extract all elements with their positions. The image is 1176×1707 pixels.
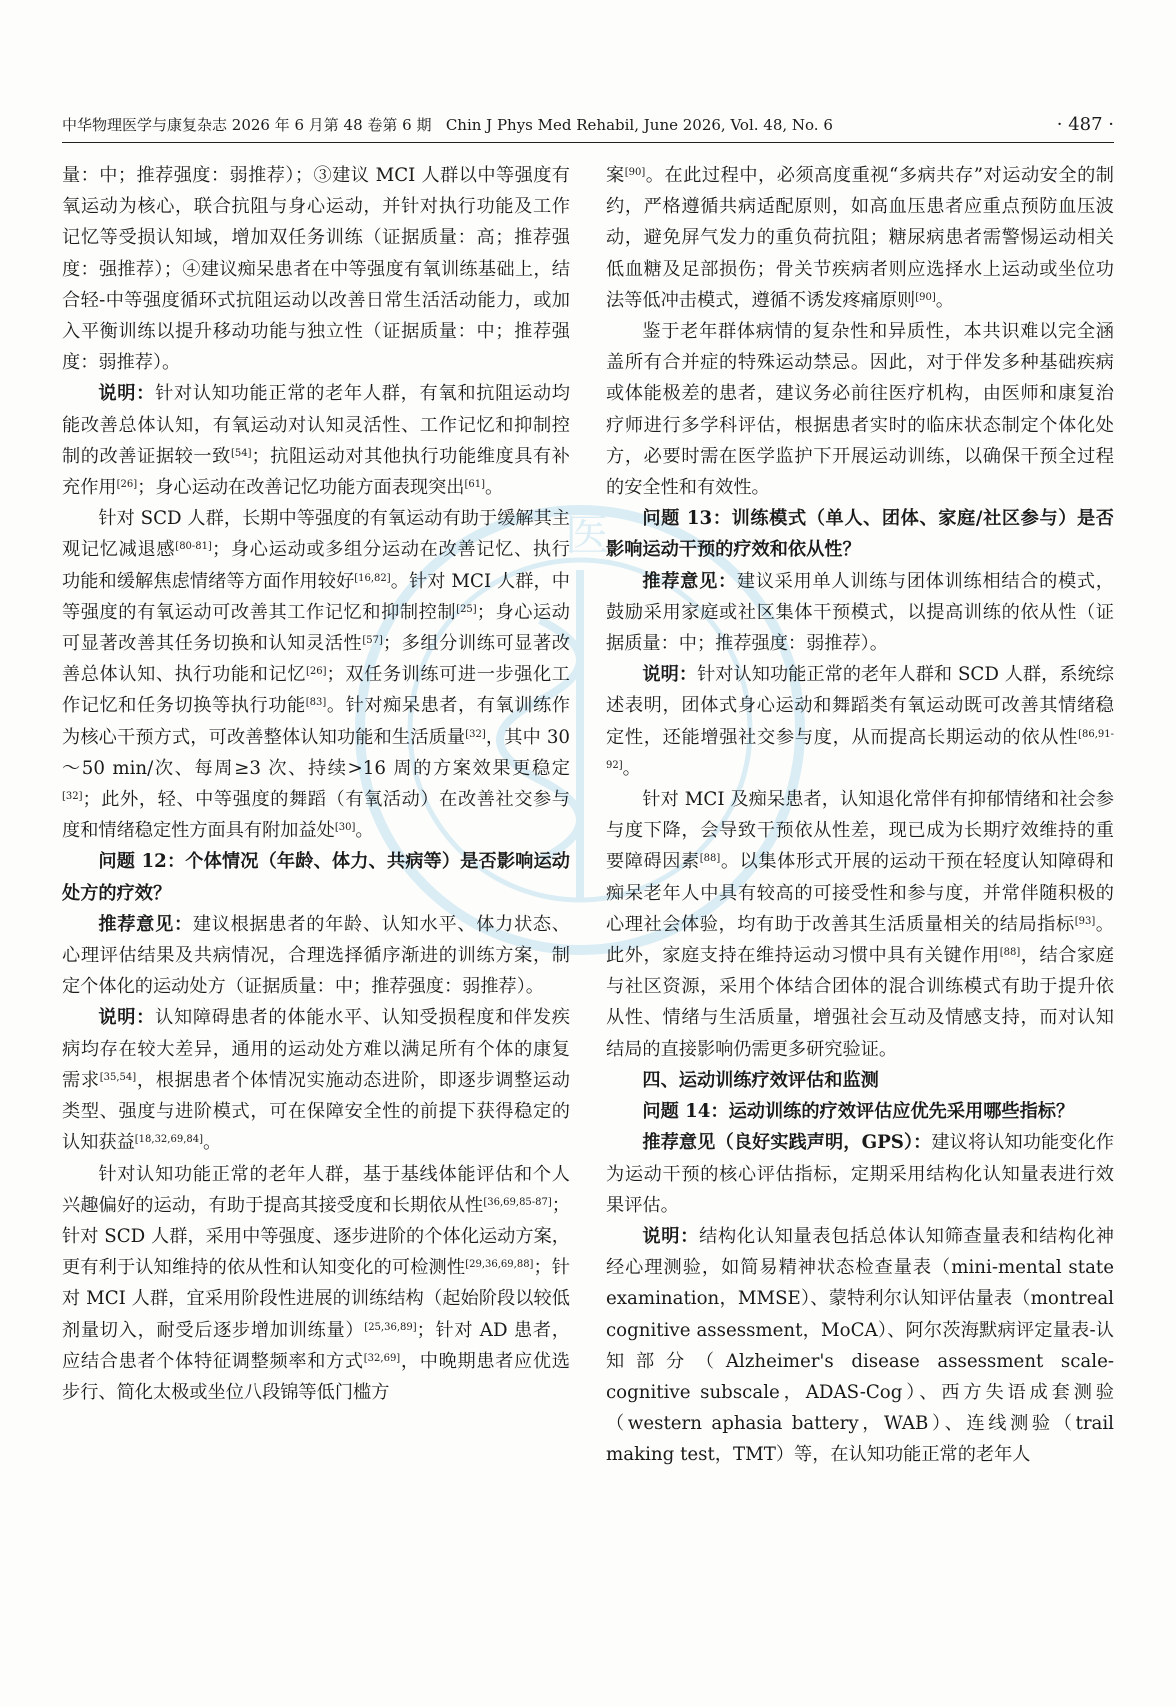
citation: [88] (999, 947, 1021, 959)
citation: [25,36,89] (364, 1321, 417, 1333)
label: 推荐意见： (98, 913, 193, 935)
citation: [88] (699, 853, 721, 865)
citation: [57] (362, 635, 383, 647)
label: 说明： (642, 1225, 700, 1247)
paragraph (606, 316, 1114, 503)
text: 。 (355, 820, 374, 842)
citation: [18,32,69,84] (134, 1134, 204, 1146)
text: 。以集体形式开展的运动干预在轻度认知障碍和痴呆老年人中具有较高的可接受性和参与度，并常伴随积极的心理社会体验，均有助于改善其生活质量相关的结局指标 (606, 851, 1114, 935)
citation: [30] (334, 822, 356, 834)
text: ，其中 30～50 min/次、每周≥3 次、持续>16 周的方案效果更稳定 (62, 726, 570, 779)
text: 。 (485, 477, 504, 499)
paragraph (606, 659, 1114, 784)
paragraph (606, 1127, 1114, 1221)
citation: [90] (915, 291, 936, 303)
question-heading-13: 问题 13：训练模式（单人、团体、家庭/社区参与）是否影响运动干预的疗效和依从性？ (606, 508, 1114, 561)
text: ；针对 MCI 人群，宜采用阶段性进展的训练结构（起始阶段以较低剂量切入，耐受后逐步增加训练量） (62, 1257, 570, 1341)
text: 针对认知功能正常的老年人群和 SCD 人群，系统综述表明，团体式身心运动和舞蹈类有氧运动既可改善其情绪稳定性，还能增强社交参与度，从而提高长期运动的依从性 (606, 664, 1114, 748)
citation: [86,91-92] (606, 728, 1114, 771)
question-heading-14: 问题 14：运动训练的疗效评估应优先采用哪些指标？ (642, 1101, 1075, 1123)
paragraph (62, 1002, 570, 1158)
paragraph (606, 784, 1114, 1065)
question-heading-12: 问题 12：个体情况（年龄、体力、共病等）是否影响运动处方的疗效？ (62, 851, 570, 904)
text: ；双任务训练可进一步强化工作记忆和任务切换等执行功能 (62, 664, 570, 717)
text: 针对认知功能正常的老年人群，有氧和抗阻运动均能改善总体认知，有氧运动对认知灵活性、工作记忆和抑制控制的改善证据较一致 (62, 383, 570, 467)
citation: [35,54] (99, 1071, 137, 1083)
left-column (62, 160, 570, 1408)
citation: [26] (306, 666, 327, 678)
citation: [29,36,69,88] (465, 1259, 534, 1271)
text: 。针对痴呆患者，有氧训练作为核心干预方式，可改善整体认知功能和生活质量 (62, 695, 570, 748)
citation: [32,69] (363, 1352, 401, 1364)
text: 结构化认知量表包括总体认知筛查量表和结构化神经心理测验，如简易精神状态检查量表（mini-mental state examination，MMSE）、蒙特利尔认知评估量表（montreal cognitive assessment，MoCA）、阿尔茨海默病评定量表-认知部分（Alzheimer's disease assessment scale-cognitive subscale，ADAS-Cog）、西方失语成套测验（western aphasia battery，WAB）、连线测验（trail making test，TMT）等，在认知功能正常的老年人 (606, 1225, 1114, 1466)
paragraph (62, 909, 570, 1003)
citation: [61] (464, 479, 486, 491)
label: 说明： (98, 383, 156, 405)
journal-citation (62, 108, 833, 142)
text: ；身心运动可显著改善其任务切换和认知灵活性 (62, 601, 570, 655)
citation: [93] (1074, 915, 1096, 927)
text: ；多组分训练可显著改善总体认知、执行功能和记忆 (62, 633, 570, 686)
text: 量：中；推荐强度：弱推荐）；③建议 MCI 人群以中等强度有氧运动为核心，联合抗阻与身心运动，并针对执行功能及工作记忆等受损认知域，增加双任务训练（证据质量：高；推荐强度：强推荐）；④建议痴呆患者在中等强度有氧训练基础上，结合轻-中等强度循环式抗阻运动以改善日常生活活动能力，或加入平衡训练以提升移动功能与独立性（证据质量：中；推荐强度：弱推荐）。 (62, 165, 570, 374)
label: 说明： (642, 664, 698, 686)
text: ；针对 AD 患者，应结合患者个体特征调整频率和方式 (62, 1319, 570, 1372)
journal-title-cn: 中华物理医学与康复杂志 2026 年 6 月第 48 卷第 6 期 (62, 116, 432, 134)
section-heading-4: 四、运动训练疗效评估和监测 (642, 1069, 879, 1091)
citation: [54] (230, 447, 252, 459)
citation: [36,69,85-87] (483, 1196, 552, 1208)
text: 针对 SCD 人群，长期中等强度的有氧运动有助于缓解其主观记忆减退感 (62, 508, 570, 561)
paragraph (62, 503, 570, 846)
label: 说明： (98, 1007, 156, 1029)
citation: [80-81] (175, 541, 212, 553)
paragraph (62, 160, 570, 378)
text: ，根据患者个体情况实施动态进阶，即逐步调整运动类型、强度与进阶模式，可在保障安全性的前提下获得稳定的认知获益 (62, 1069, 570, 1154)
svg-text:医: 医 (565, 510, 609, 561)
label: 推荐意见： (642, 570, 737, 592)
text: 。针对 MCI 人群，中等强度的有氧运动可改善其工作记忆和抑制控制 (62, 570, 570, 623)
paragraph (606, 1221, 1114, 1471)
text: 建议根据患者的年龄、认知水平、体力状态、心理评估结果及共病情况，合理选择循序渐进的训练方案，制定个体化的运动处方（证据质量：中；推荐强度：弱推荐）。 (62, 913, 570, 998)
right-column (606, 160, 1114, 1471)
text: ，中晚期患者应优选步行、简化太极或坐位八段锦等低门槛方 (62, 1350, 570, 1403)
text: 。 (622, 757, 641, 779)
citation: [90] (624, 167, 646, 178)
text: 鉴于老年群体病情的复杂性和异质性，本共识难以完全涵盖所有合并症的特殊运动禁忌。因此，对于伴发多种基础疾病或体能极差的患者，建议务必前往医疗机构，由医师和康复治疗师进行多学科评估，根据患者实时的临床状态制定个体化处方，必要时需在医学监护下开展运动训练，以确保干预全过程的安全性和有效性。 (606, 321, 1114, 499)
journal-title-en: Chin J Phys Med Rehabil, June 2026, Vol. 48, No. 6 (445, 116, 833, 134)
citation: [16,82] (354, 572, 391, 584)
text: ；针对 SCD 人群，采用中等强度、逐步进阶的个体化运动方案，更有利于认知维持的依从性和认知变化的可检测性 (62, 1194, 570, 1279)
citation: [83] (305, 697, 327, 709)
citation: [26] (116, 479, 138, 491)
label: 推荐意见（良好实践声明，GPS）： (642, 1132, 932, 1154)
text: 建议将认知功能变化作为运动干预的核心评估指标，定期采用结构化认知量表进行效果评估。 (606, 1132, 1114, 1216)
text: 案 (606, 165, 625, 186)
text: 认知障碍患者的体能水平、认知受损程度和伴发疾病均存在较大差异，通用的运动处方难以满足所有个体的康复需求 (62, 1007, 570, 1091)
text: 。此外，家庭支持在维持运动习惯中具有关键作用 (606, 913, 1114, 967)
text: 针对 MCI 及痴呆患者，认知退化常伴有抑郁情绪和社会参与度下降，会导致干预依从性差，现已成为长期疗效维持的重要障碍因素 (606, 789, 1114, 873)
citation: [32] (62, 791, 83, 803)
page-number: · 487 · (1056, 114, 1114, 135)
text: ；身心运动或多组分运动在改善记忆、执行功能和缓解焦虑情绪等方面作用较好 (62, 539, 570, 592)
paragraph (62, 378, 570, 503)
text: ；此外，轻、中等强度的舞蹈（有氧活动）在改善社交参与度和情绪稳定性方面具有附加益处 (62, 789, 570, 842)
text: 。 (935, 289, 954, 311)
text: 。在此过程中，必须高度重视“多病共存”对运动安全的制约，严格遵循共病适配原则，如高血压患者应重点预防血压波动，避免屏气发力的重负荷抗阻；糖尿病患者需警惕运动相关低血糖及足部损伤；骨关节疾病者则应选择水上运动或坐位功法等低冲击模式，遵循不诱发疼痛原则 (606, 165, 1114, 311)
text: ；抗阻运动对其他执行功能维度具有补充作用 (62, 445, 570, 499)
citation: [32] (465, 728, 486, 740)
citation: [25] (456, 603, 477, 615)
paragraph (606, 160, 1114, 316)
text: 。 (203, 1132, 222, 1154)
paragraph (606, 566, 1114, 660)
text: ，结合家庭与社区资源，采用个体结合团体的混合训练模式有助于提升依从性、情绪与生活质量，增强社会互动及情感支持，而对认知结局的直接影响仍需更多研究验证。 (606, 945, 1114, 1060)
text: 针对认知功能正常的老年人群，基于基线体能评估和个人兴趣偏好的运动，有助于提高其接受度和长期依从性 (62, 1163, 570, 1216)
text: 建议采用单人训练与团体训练相结合的模式，鼓励采用家庭或社区集体干预模式，以提高训练的依从性（证据质量：中；推荐强度：弱推荐）。 (606, 570, 1114, 655)
running-header (62, 108, 1114, 143)
paragraph (62, 1159, 570, 1409)
text: ；身心运动在改善记忆功能方面表现突出 (137, 477, 465, 499)
